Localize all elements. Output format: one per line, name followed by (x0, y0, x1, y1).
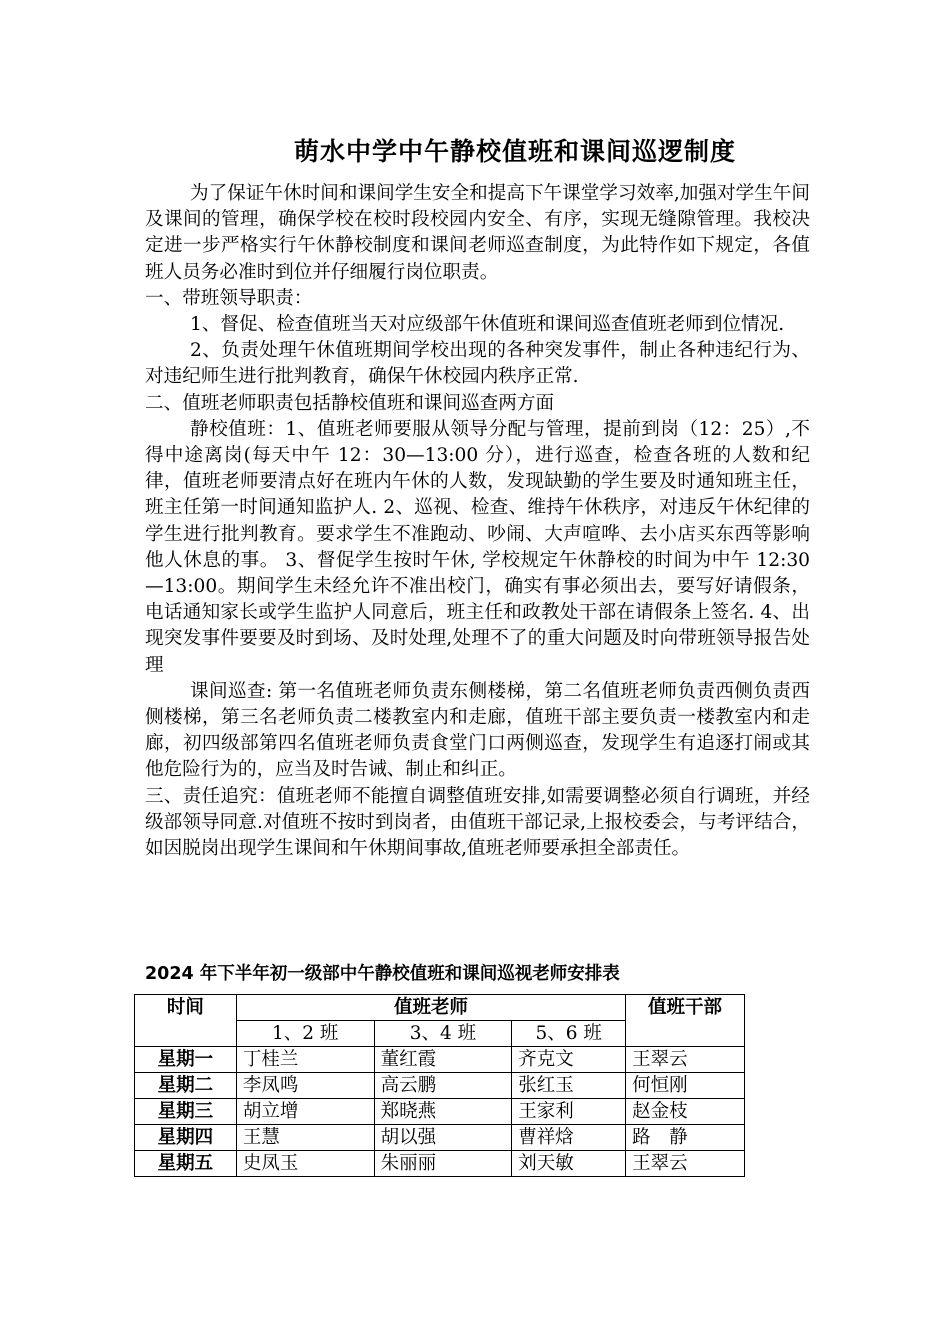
row-cadre: 赵金枝 (626, 1099, 745, 1125)
table-row (135, 1125, 745, 1151)
header-cadre: 值班干部 (626, 995, 745, 1047)
paragraph-leader-duty-1: 1、督促、检查值班当天对应级部午休值班和课间巡查值班老师到位情况. (190, 314, 785, 336)
row-teacher-c12: 胡立增 (236, 1099, 374, 1125)
row-teacher-c12: 王慧 (236, 1125, 374, 1151)
row-teacher-c56: 曹祥焓 (512, 1125, 626, 1151)
table-row (135, 1073, 745, 1099)
row-day: 星期二 (135, 1073, 237, 1099)
header-time: 时间 (135, 995, 237, 1047)
header-class-56: 5、6 班 (512, 1021, 626, 1047)
paragraph-break-patrol: 课间巡查: 第一名值班老师负责东侧楼梯，第二名值班老师负责西侧负责西侧楼梯，第三名老师负责二楼教室内和走廊，值班干部主要负责一楼教室内和走廊，初四级部第四名值班老师负责食堂门口两侧巡查，发现学生有追逐打闹或其他危险行为的，应当及时告诫、制止和纠正。 (145, 680, 810, 781)
section-heading-accountability: 三、责任追究：值班老师不能擅自调整值班安排,如需要调整必须自行调班，并经级部领导同意.对值班不按时到岗者，由值班干部记录,上报校委会，与考评结合，如因脱岗出现学生课间和午休期间事故,值班老师要承担全部责任。 (145, 785, 810, 860)
table-header-row (135, 995, 745, 1021)
row-teacher-c12: 史凤玉 (236, 1151, 374, 1177)
section-heading-teacher: 二、值班老师职责包括静校值班和课间巡查两方面 (145, 392, 555, 414)
table-row (135, 1047, 745, 1073)
schedule-title: 2024 年下半年初一级部中午静校值班和课间巡视老师安排表 (145, 964, 620, 984)
row-teacher-c34: 郑晓燕 (374, 1099, 512, 1125)
row-teacher-c56: 刘天敏 (512, 1151, 626, 1177)
paragraph-leader-duty-2: 2、负责处理午休值班期间学校出现的各种突发事件，制止各种违纪行为、对违纪师生进行批判教育，确保午休校园内秩序正常. (145, 340, 810, 388)
row-cadre: 王翠云 (626, 1047, 745, 1073)
row-teacher-c34: 胡以强 (374, 1125, 512, 1151)
row-teacher-c12: 李凤鸣 (236, 1073, 374, 1099)
row-teacher-c34: 高云鹏 (374, 1073, 512, 1099)
header-class-34: 3、4 班 (374, 1021, 512, 1047)
row-teacher-c56: 王家利 (512, 1099, 626, 1125)
document-body (145, 181, 810, 862)
document-title: 萌水中学中午静校值班和课间巡逻制度 (293, 137, 736, 166)
row-day: 星期三 (135, 1099, 237, 1125)
row-teacher-c34: 朱丽丽 (374, 1151, 512, 1177)
section-heading-leader: 一、带班领导职责： (145, 287, 313, 309)
table-row (135, 1099, 745, 1125)
row-teacher-c12: 丁桂兰 (236, 1047, 374, 1073)
table-row (135, 1151, 745, 1177)
row-cadre: 路 静 (626, 1125, 745, 1151)
header-class-12: 1、2 班 (236, 1021, 374, 1047)
row-teacher-c56: 张红玉 (512, 1073, 626, 1099)
row-teacher-c34: 董红霞 (374, 1047, 512, 1073)
row-cadre: 王翠云 (626, 1151, 745, 1177)
row-day: 星期五 (135, 1151, 237, 1177)
schedule-table (134, 994, 745, 1177)
row-cadre: 何恒刚 (626, 1073, 745, 1099)
paragraph-intro: 为了保证午休时间和课间学生安全和提高下午课堂学习效率,加强对学生午间及课间的管理，确保学校在校时段校园内安全、有序，实现无缝隙管理。我校决定进一步严格实行午休静校制度和课间老师巡查制度，为此特作如下规定，各值班人员务必准时到位并仔细履行岗位职责。 (145, 183, 810, 283)
row-teacher-c56: 齐克文 (512, 1047, 626, 1073)
row-day: 星期四 (135, 1125, 237, 1151)
header-teachers: 值班老师 (236, 995, 625, 1021)
paragraph-noon-duty: 静校值班：1、值班老师要服从领导分配与管理，提前到岗（12：25）,不得中途离岗(每天中午 12：30—13:00 分），进行巡查，检查各班的人数和纪律，值班老师要清点好在班内午休的人数，发现缺勤的学生要及时通知班主任，班主任第一时间通知监护人. 2、巡视、检查、维持午休秩序，对违反午休纪律的学生进行批判教育。要求学生不准跑动、吵闹、大声喧哗、去小店买东西等影响他人休息的事。 3、督促学生按时午休, 学校规定午休静校的时间为中午 12:30—13:00。期间学生未经允许不准出校门，确实有事必须出去，要写好请假条，电话通知家长或学生监护人同意后，班主任和政教处干部在请假条上签名. 4、出现突发事件要要及时到场、及时处理,处理不了的重大问题及时向带班领导报告处理 (145, 418, 810, 676)
row-day: 星期一 (135, 1047, 237, 1073)
